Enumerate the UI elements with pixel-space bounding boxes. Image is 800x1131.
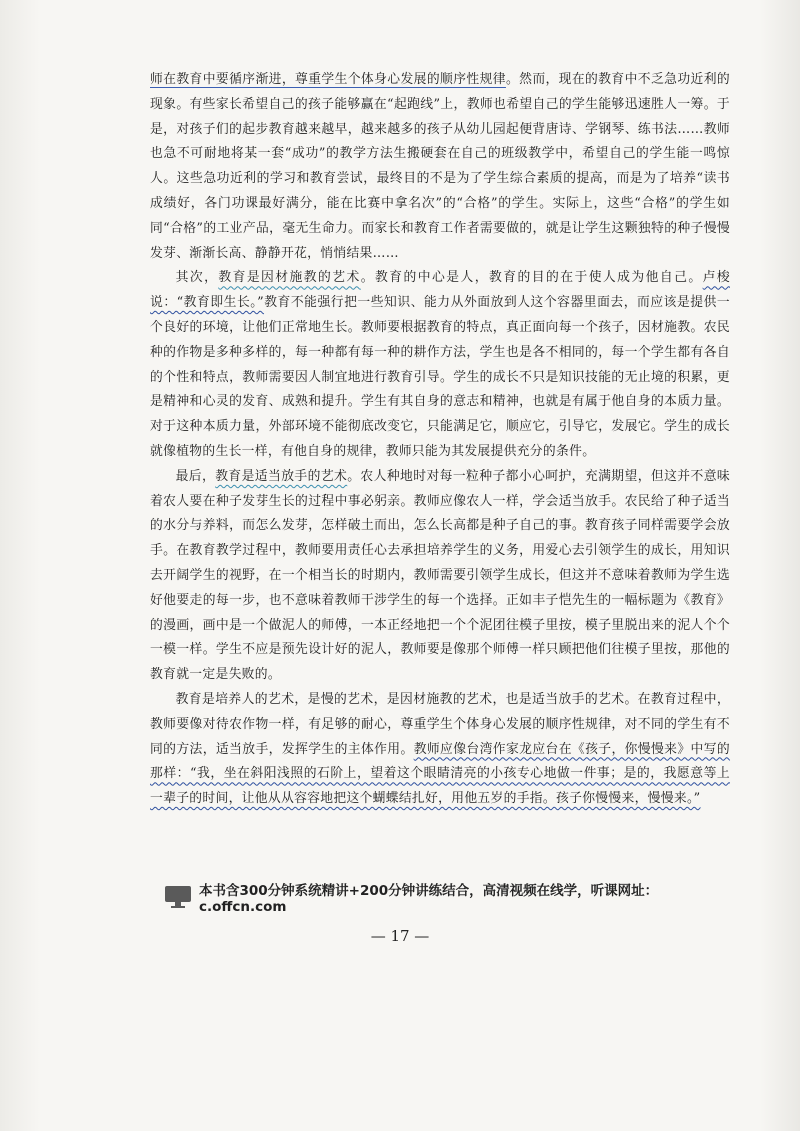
paragraph-4 (150, 688, 730, 812)
paragraph-1 (150, 68, 730, 266)
monitor-icon (165, 886, 191, 908)
footer-banner (165, 880, 725, 914)
wavy-underlined-phrase: 教育是适当放手的艺术 (215, 468, 348, 484)
footer-text: 本书含300分钟系统精讲+200分钟讲练结合，高清视频在线学，听课网址：c.offcn.com (199, 883, 659, 915)
paragraph-text: 其次， (175, 270, 219, 286)
page-number: — 17 — (370, 927, 430, 945)
paragraph-text: 。教育的中心是人，教育的目的在于使人成为他自己。 (360, 270, 703, 286)
paragraph-2 (150, 266, 730, 464)
paragraph-text: 。然而，现在的教育中不乏急功近利的现象。有些家长希望自己的孩子能够赢在“起跑线”上，教师也希望自己的学生能够迅速胜人一筹。于是，对孩子们的起步教育越来越早，越来越多的孩子从幼儿园起便背唐诗、学钢琴、练书法……教师也急不可耐地将某一套“成功”的教学方法生搬硬套在自己的班级教学中，希望自己的学生能一鸣惊人。这些急功近利的学习和教育尝试，最终目的不是为了学生综合素质的提高，而是为了培养“读书成绩好，各门功课最好满分，能在比赛中拿名次”的“合格”的学生。实际上，这些“合格”的学生如同“合格”的工业产品，毫无生命力。而家长和教育工作者需要做的，就是让学生这颗独特的种子慢慢发芽、渐渐长高、静静开花，悄悄结果…… (150, 72, 730, 261)
wavy-underlined-quote: 卢梭说：“教育即生长。” (150, 270, 730, 311)
paragraph-text: 。农人种地时对每一粒种子都小心呵护，充满期望，但这并不意味着农人要在种子发芽生长的过程中事必躬亲。教师应像农人一样，学会适当放手。农民给了种子适当的水分与养料，而怎么发芽，怎样破土而出，怎么长高都是种子自己的事。教育孩子同样需要学会放手。在教育教学过程中，教师要用责任心去承担培养学生的义务，用爱心去引领学生的成长，用知识去开阔学生的视野，在一个相当长的时期内，教师需要引领学生成长，但这并不意味着教师为学生选好他要走的每一步，也不意味着教师干涉学生的每一个选择。正如丰子恺先生的一幅标题为《教育》的漫画，画中是一个做泥人的师傅，一本正经地把一个个泥团往模子里按，模子里脱出来的泥人个个一模一样。学生不应是预先设计好的泥人，教师要是像那个师傅一样只顾把他们往模子里按，那他的教育就一定是失败的。 (150, 468, 730, 683)
paragraph-text: 教育是培养人的艺术，是慢的艺术，是因材施教的艺术，也是适当放手的艺术。在教育过程中，教师要像对待农作物一样，有足够的耐心，尊重学生个体身心发展的顺序性规律，对不同的学生有不同的方法，适当放手，发挥学生的主体作用。 (150, 691, 730, 757)
wavy-underlined-quote: 教师应像台湾作家龙应台在《孩子，你慢慢来》中写的那样：“我，坐在斜阳浅照的石阶上，望着这个眼睛清亮的小孩专心地做一件事；是的，我愿意等上一辈子的时间，让他从从容容地把这个蝴蝶结扎好，用他五岁的手指。孩子你慢慢来，慢慢来。” (150, 741, 731, 807)
paragraph-text: 最后， (175, 468, 216, 484)
body-text (150, 68, 730, 812)
wavy-underlined-phrase: 教育是因材施教的艺术 (218, 270, 361, 286)
paragraph-3 (150, 465, 730, 688)
underlined-phrase: 师在教育中要循序渐进，尊重学生个体身心发展的顺序性规律 (150, 72, 506, 87)
paragraph-text: 教育不能强行把一些知识、能力从外面放到人这个容器里面去，而应该是提供一个良好的环境，让他们正常地生长。教师要根据教育的特点，真正面向每一个孩子，因材施教。农民种的作物是多种多样的，每一种都有每一种的耕作方法，学生也是各不相同的，每一个学生都有各自的个性和特点，教师需要因人制宜地进行教育引导。学生的成长不只是知识技能的无止境的积累，更是精神和心灵的发育、成熟和提升。学生有其自身的意志和精神，也就是有属于他自身的本质力量。对于这种本质力量，外部环境不能彻底改变它，只能满足它，顺应它，引导它，发展它。学生的成长就像植物的生长一样，有他自身的规律，教师只能为其发展提供充分的条件。 (150, 295, 730, 459)
